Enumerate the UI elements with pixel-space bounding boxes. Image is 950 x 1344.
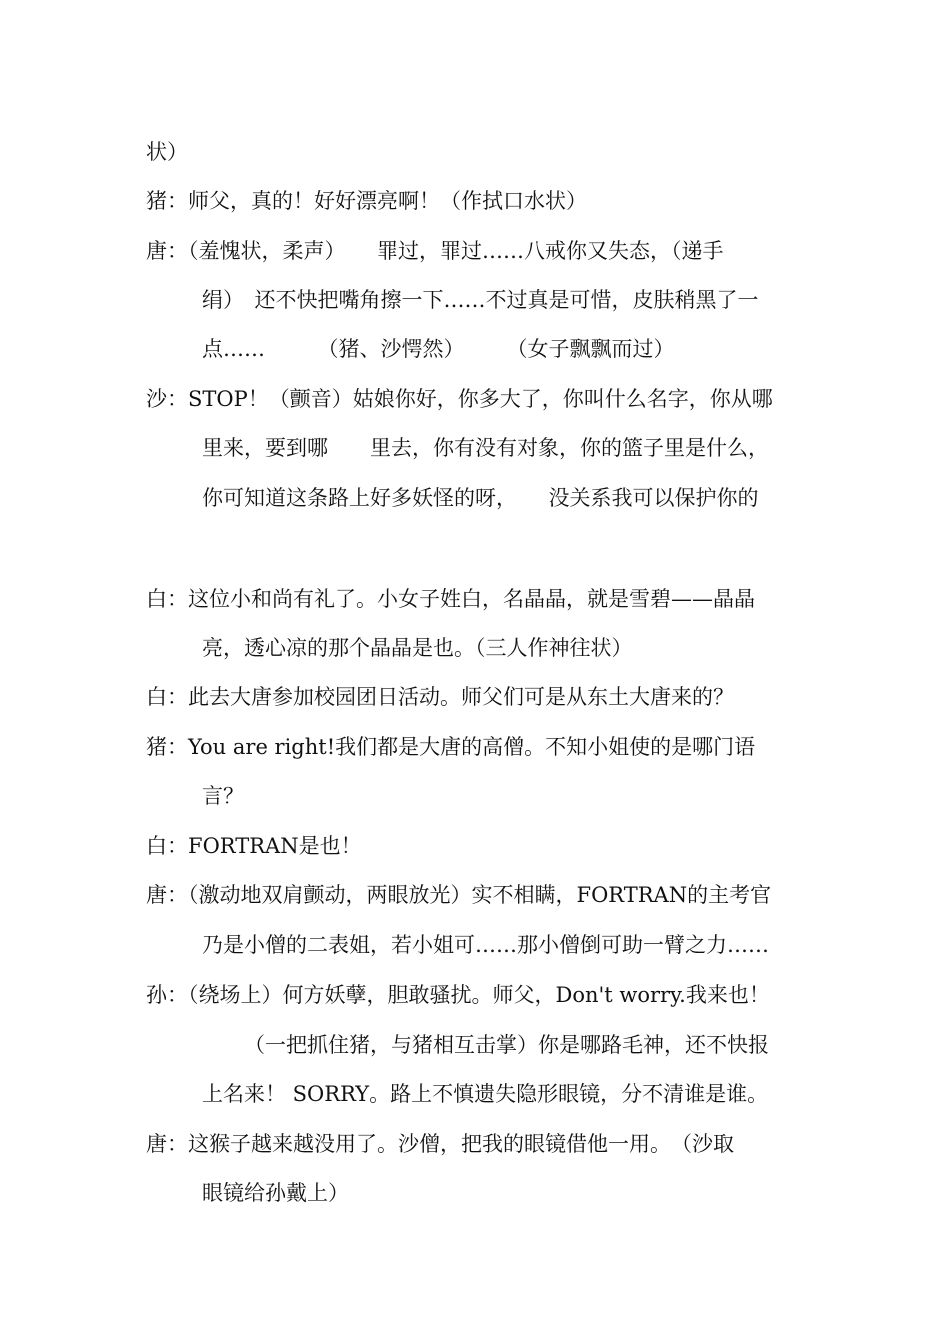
- script-line: 点…… （猪、沙愕然） （女子飘飘而过）: [202, 337, 675, 361]
- script-line: 唐：（羞愧状，柔声） 罪过，罪过……八戒你又失态，（递手: [146, 239, 724, 263]
- script-line: 亮，透心凉的那个晶晶是也。（三人作神往状）: [202, 636, 633, 660]
- script-line: （一把抓住猪，与猪相互击掌）你是哪路毛神，还不快报: [244, 1033, 769, 1057]
- script-line: 状）: [146, 140, 188, 164]
- script-line: 眼镜给孙戴上）: [202, 1181, 349, 1205]
- script-line: 言？: [202, 784, 244, 808]
- script-line: 上名来！ SORRY。路上不慎遗失隐形眼镜，分不清谁是谁。: [202, 1082, 769, 1106]
- script-line: 白：此去大唐参加校园团日活动。师父们可是从东土大唐来的？: [146, 685, 734, 709]
- script-line: 沙：STOP！（颤音）姑娘你好，你多大了，你叫什么名字，你从哪: [146, 387, 773, 411]
- script-line: 乃是小僧的二表姐，若小姐可……那小僧倒可助一臂之力……: [202, 933, 769, 957]
- script-line: 你可知道这条路上好多妖怪的呀， 没关系我可以保护你的: [202, 486, 759, 510]
- script-line: 白：FORTRAN是也！: [146, 834, 362, 858]
- script-line: 绢） 还不快把嘴角擦一下……不过真是可惜，皮肤稍黑了一: [202, 288, 759, 312]
- script-line: 唐：（激动地双肩颤动，两眼放光）实不相瞒，FORTRAN的主考官: [146, 883, 772, 907]
- script-line: 猪：You are right!我们都是大唐的高僧。不知小姐使的是哪门语: [146, 735, 756, 759]
- script-line: 孙：（绕场上）何方妖孽，胆敢骚扰。师父，Don't worry.我来也！: [146, 983, 770, 1007]
- script-line: 白：这位小和尚有礼了。小女子姓白，名晶晶，就是雪碧——晶晶: [146, 587, 755, 611]
- script-line: 猪：师父，真的！好好漂亮啊！（作拭口水状）: [146, 189, 587, 213]
- script-line: 里来，要到哪 里去，你有没有对象，你的篮子里是什么，: [202, 436, 769, 460]
- script-line: 唐：这猴子越来越没用了。沙僧，把我的眼镜借他一用。 （沙取: [146, 1132, 734, 1156]
